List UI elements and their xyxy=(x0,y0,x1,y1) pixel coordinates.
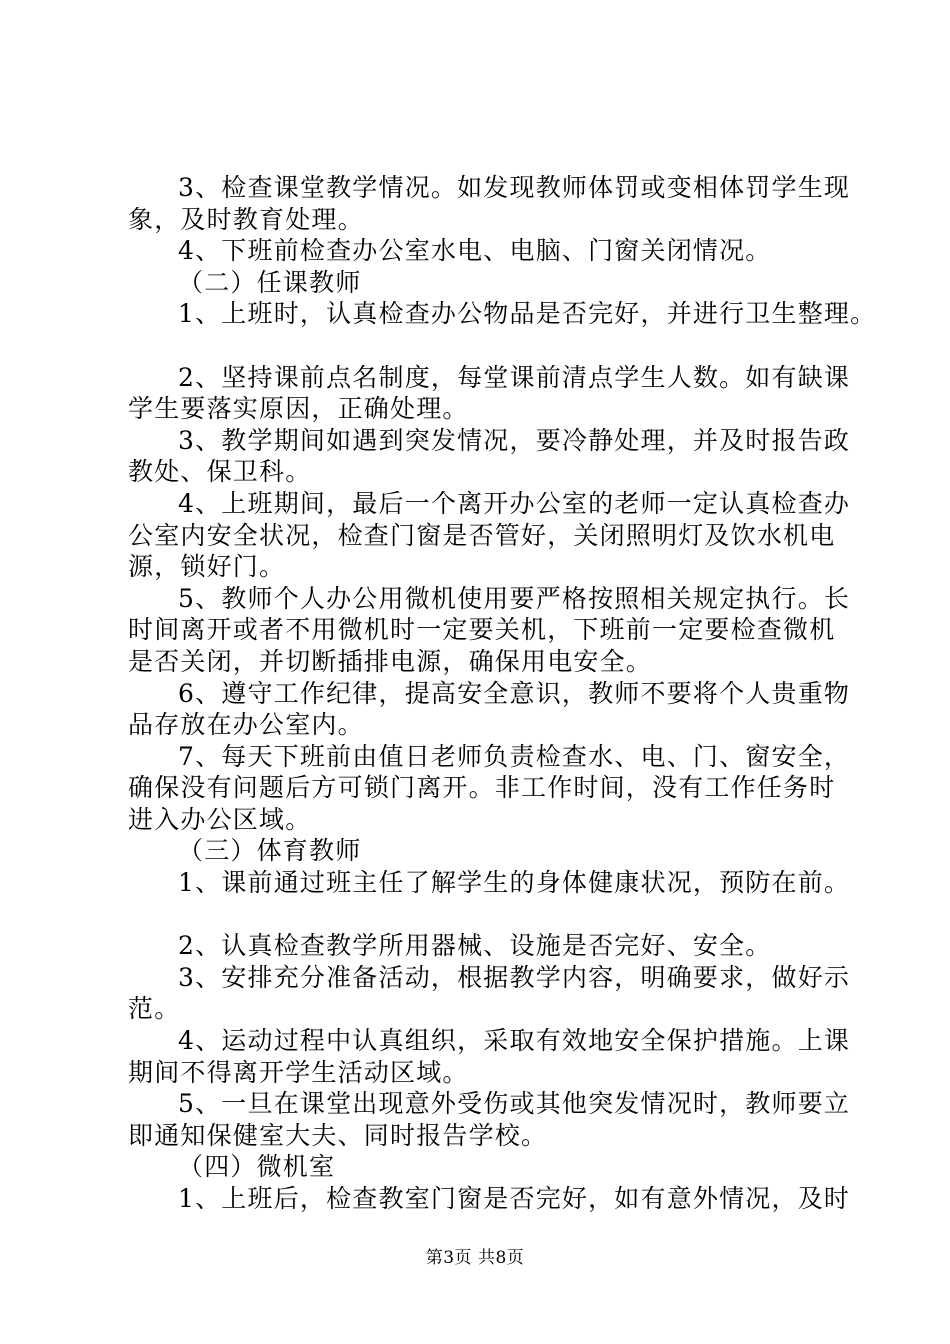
paragraph-line: 4、下班前检查办公室水电、电脑、门窗关闭情况。 xyxy=(178,236,772,266)
paragraph-line: 是否关闭，并切断插排电源，确保用电安全。 xyxy=(128,646,653,676)
page-number-label: 第3页 共8页 xyxy=(425,1248,525,1268)
paragraph-line: 象，及时教育处理。 xyxy=(128,204,364,234)
paragraph-line: 3、教学期间如遇到突发情况，要冷静处理，并及时报告政 xyxy=(178,425,851,455)
paragraph-line: 1、上班后，检查教室门窗是否完好，如有意外情况，及时 xyxy=(178,1184,851,1213)
paragraph-line: 6、遵守工作纪律，提高安全意识，教师不要将个人贵重物 xyxy=(178,678,851,708)
blank-line xyxy=(128,899,848,931)
paragraph-line: 进入办公区域。 xyxy=(128,804,312,834)
paragraph-line: 3、安排充分准备活动，根据教学内容，明确要求，做好示 xyxy=(178,962,851,992)
blank-line xyxy=(128,330,848,362)
paragraph-line: 2、坚持课前点名制度，每堂课前清点学生人数。如有缺课 xyxy=(178,362,851,392)
paragraph-line: 1、上班时，认真检查办公物品是否完好，并进行卫生整理。 xyxy=(178,299,877,329)
section-heading: （三）体育教师 xyxy=(178,836,362,866)
paragraph-line: 3、检查课堂教学情况。如发现教师体罚或变相体罚学生现 xyxy=(178,173,851,202)
paragraph-line: 范。 xyxy=(128,994,181,1024)
paragraph-line: 2、认真检查教学所用器械、设施是否完好、安全。 xyxy=(178,931,772,961)
paragraph-line: 4、运动过程中认真组织，采取有效地安全保护措施。上课 xyxy=(178,1026,851,1056)
section-heading: （四）微机室 xyxy=(178,1152,336,1182)
paragraph-line: 时间离开或者不用微机时一定要关机，下班前一定要检查微机 xyxy=(128,615,836,645)
paragraph-line: 5、教师个人办公用微机使用要严格按照相关规定执行。长 xyxy=(178,583,851,613)
paragraph-line: 4、上班期间，最后一个离开办公室的老师一定认真检查办 xyxy=(178,488,851,518)
paragraph-line: 品存放在办公室内。 xyxy=(128,710,364,740)
page-footer xyxy=(0,1243,950,1268)
paragraph-line: 教处、保卫科。 xyxy=(128,457,312,487)
paragraph-line: 5、一旦在课堂出现意外受伤或其他突发情况时，教师要立 xyxy=(178,1089,851,1119)
paragraph-line: 1、课前通过班主任了解学生的身体健康状况，预防在前。 xyxy=(178,868,851,898)
paragraph-line: 学生要落实原因，正确处理。 xyxy=(128,394,469,424)
section-heading: （二）任课教师 xyxy=(178,267,362,297)
paragraph-line: 源，锁好门。 xyxy=(128,552,286,582)
paragraph-line: 即通知保健室大夫、同时报告学校。 xyxy=(128,1120,548,1150)
paragraph-line: 公室内安全状况，检查门窗是否管好，关闭照明灯及饮水机电 xyxy=(128,520,836,550)
paragraph-line: 确保没有问题后方可锁门离开。非工作时间，没有工作任务时 xyxy=(128,773,836,803)
document-body xyxy=(128,172,877,1215)
paragraph-line: 期间不得离开学生活动区域。 xyxy=(128,1057,469,1087)
paragraph-line: 7、每天下班前由值日老师负责检查水、电、门、窗安全， xyxy=(178,741,851,771)
